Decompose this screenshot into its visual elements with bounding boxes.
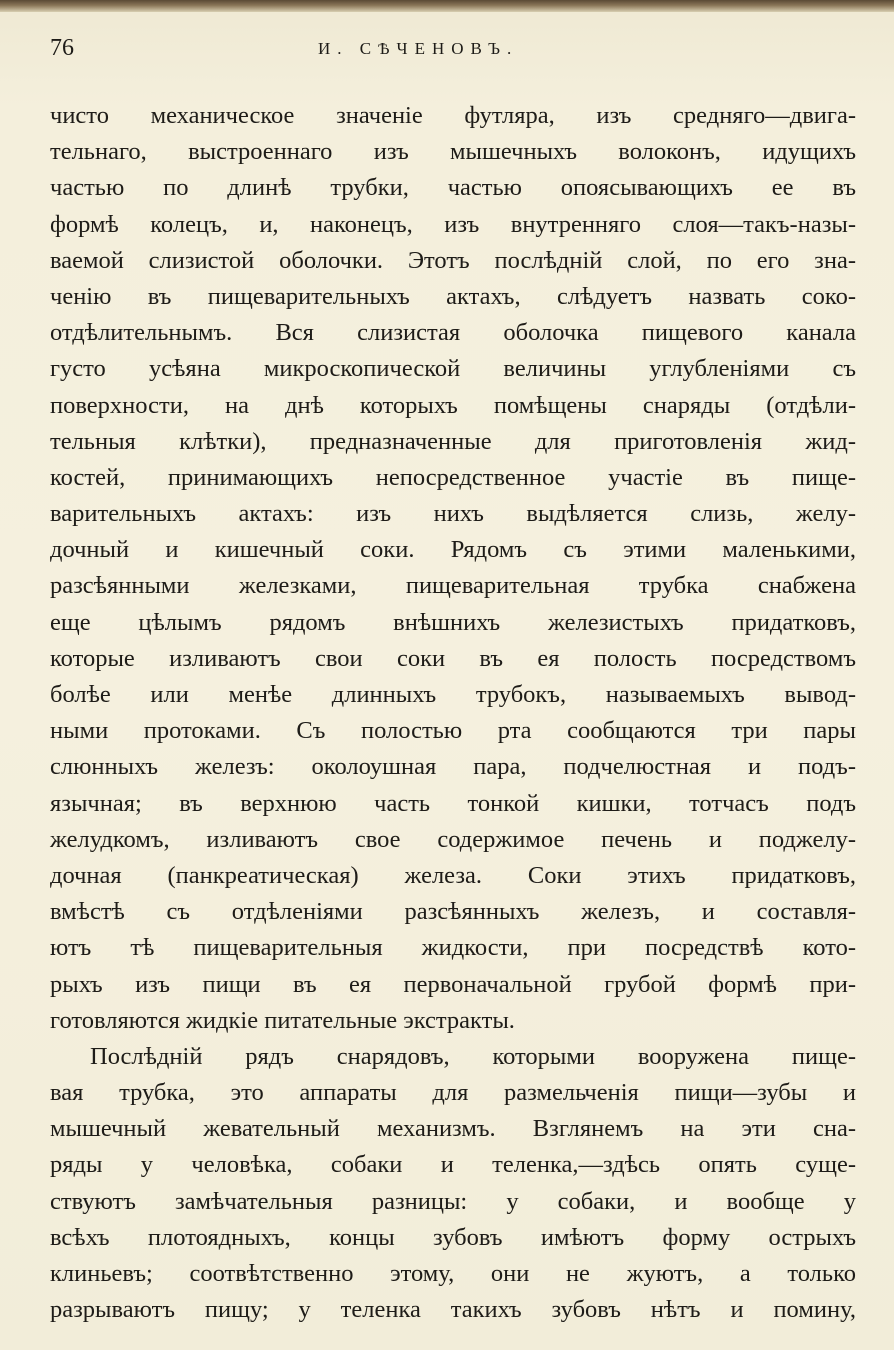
running-title: И. СѢЧЕНОВЪ. (318, 39, 519, 58)
text-line: ными протоками. Съ полостью рта сообщаются три пары (50, 717, 856, 745)
text-line: слюнныхъ железъ: околоушная пара, подчелюстная и подъ- (50, 753, 856, 781)
page-number: 76 (50, 35, 74, 61)
text-line: чисто механическое значеніе футляра, изъ средняго—двига- (50, 102, 856, 129)
text-line: Послѣдній рядъ снарядовъ, которыми вооружена пище- (90, 1042, 856, 1070)
text-line: поверхности, на днѣ которыхъ помѣщены снаряды (отдѣли- (50, 391, 856, 419)
text-line: разрываютъ пищу; у теленка такихъ зубовъ нѣтъ и помину, (50, 1296, 856, 1324)
text-line: ютъ тѣ пищеварительныя жидкости, при посредствѣ кото- (50, 934, 856, 962)
paragraph-2 (50, 1039, 856, 1329)
paragraph-1 (50, 98, 856, 1039)
text-line: тельныя клѣтки), предназначенные для приготовленія жид- (50, 427, 856, 455)
text-line: вая трубка, это аппараты для размельченія пищи—зубы и (50, 1079, 856, 1107)
text-line: ствуютъ замѣчательныя разницы: у собаки, и вообще у (50, 1187, 856, 1215)
text-line: рыхъ изъ пищи въ ея первоначальной грубой формѣ при- (50, 970, 856, 998)
text-line: вмѣстѣ съ отдѣленіями разсѣянныхъ железъ, и составля- (50, 898, 856, 926)
text-line: дочный и кишечный соки. Рядомъ съ этими маленькими, (50, 536, 856, 564)
text-line: разсѣянными железками, пищеварительная трубка снабжена (50, 572, 856, 600)
text-line: которые изливаютъ свои соки въ ея полость посредствомъ (50, 644, 856, 672)
text-line: клиньевъ; соотвѣтственно этому, они не жуютъ, а только (50, 1260, 856, 1287)
text-line: отдѣлительнымъ. Вся слизистая оболочка пищевого канала (50, 319, 856, 347)
text-line: ченію въ пищеварительныхъ актахъ, слѣдуетъ назвать соко- (50, 282, 856, 310)
text-line: готовляются жидкіе питательные экстракты. (50, 1006, 515, 1034)
text-line: формѣ колецъ, и, наконецъ, изъ внутренняго слоя—такъ-назы- (50, 210, 856, 238)
text-line: желудкомъ, изливаютъ свое содержимое печень и поджелу- (50, 825, 856, 853)
text-line: всѣхъ плотоядныхъ, концы зубовъ имѣютъ форму острыхъ (50, 1223, 856, 1251)
text-line: частью по длинѣ трубки, частью опоясывающихъ ее въ (50, 174, 856, 202)
text-line: ряды у человѣка, собаки и теленка,—здѣсь опять суще- (50, 1151, 856, 1179)
text-line: еще цѣлымъ рядомъ внѣшнихъ железистыхъ придатковъ, (50, 608, 856, 636)
page-top-edge (0, 0, 894, 12)
text-line: болѣе или менѣе длинныхъ трубокъ, называемыхъ вывод- (50, 681, 856, 708)
text-line: густо усѣяна микроскопической величины углубленіями съ (50, 355, 856, 383)
text-line: дочная (панкреатическая) железа. Соки этихъ придатковъ, (50, 861, 856, 889)
running-header (0, 35, 894, 65)
text-line: тельнаго, выстроеннаго изъ мышечныхъ волоконъ, идущихъ (50, 138, 856, 166)
text-line: костей, принимающихъ непосредственное участіе въ пище- (50, 463, 856, 491)
text-line: ваемой слизистой оболочки. Этотъ послѣдній слой, по его зна- (50, 246, 856, 274)
text-line: мышечный жевательный механизмъ. Взглянемъ на эти сна- (50, 1115, 856, 1143)
text-line: язычная; въ верхнюю часть тонкой кишки, тотчасъ подъ (50, 789, 856, 817)
body-text (50, 98, 856, 1328)
text-line: варительныхъ актахъ: изъ нихъ выдѣляется слизь, желу- (50, 500, 856, 528)
